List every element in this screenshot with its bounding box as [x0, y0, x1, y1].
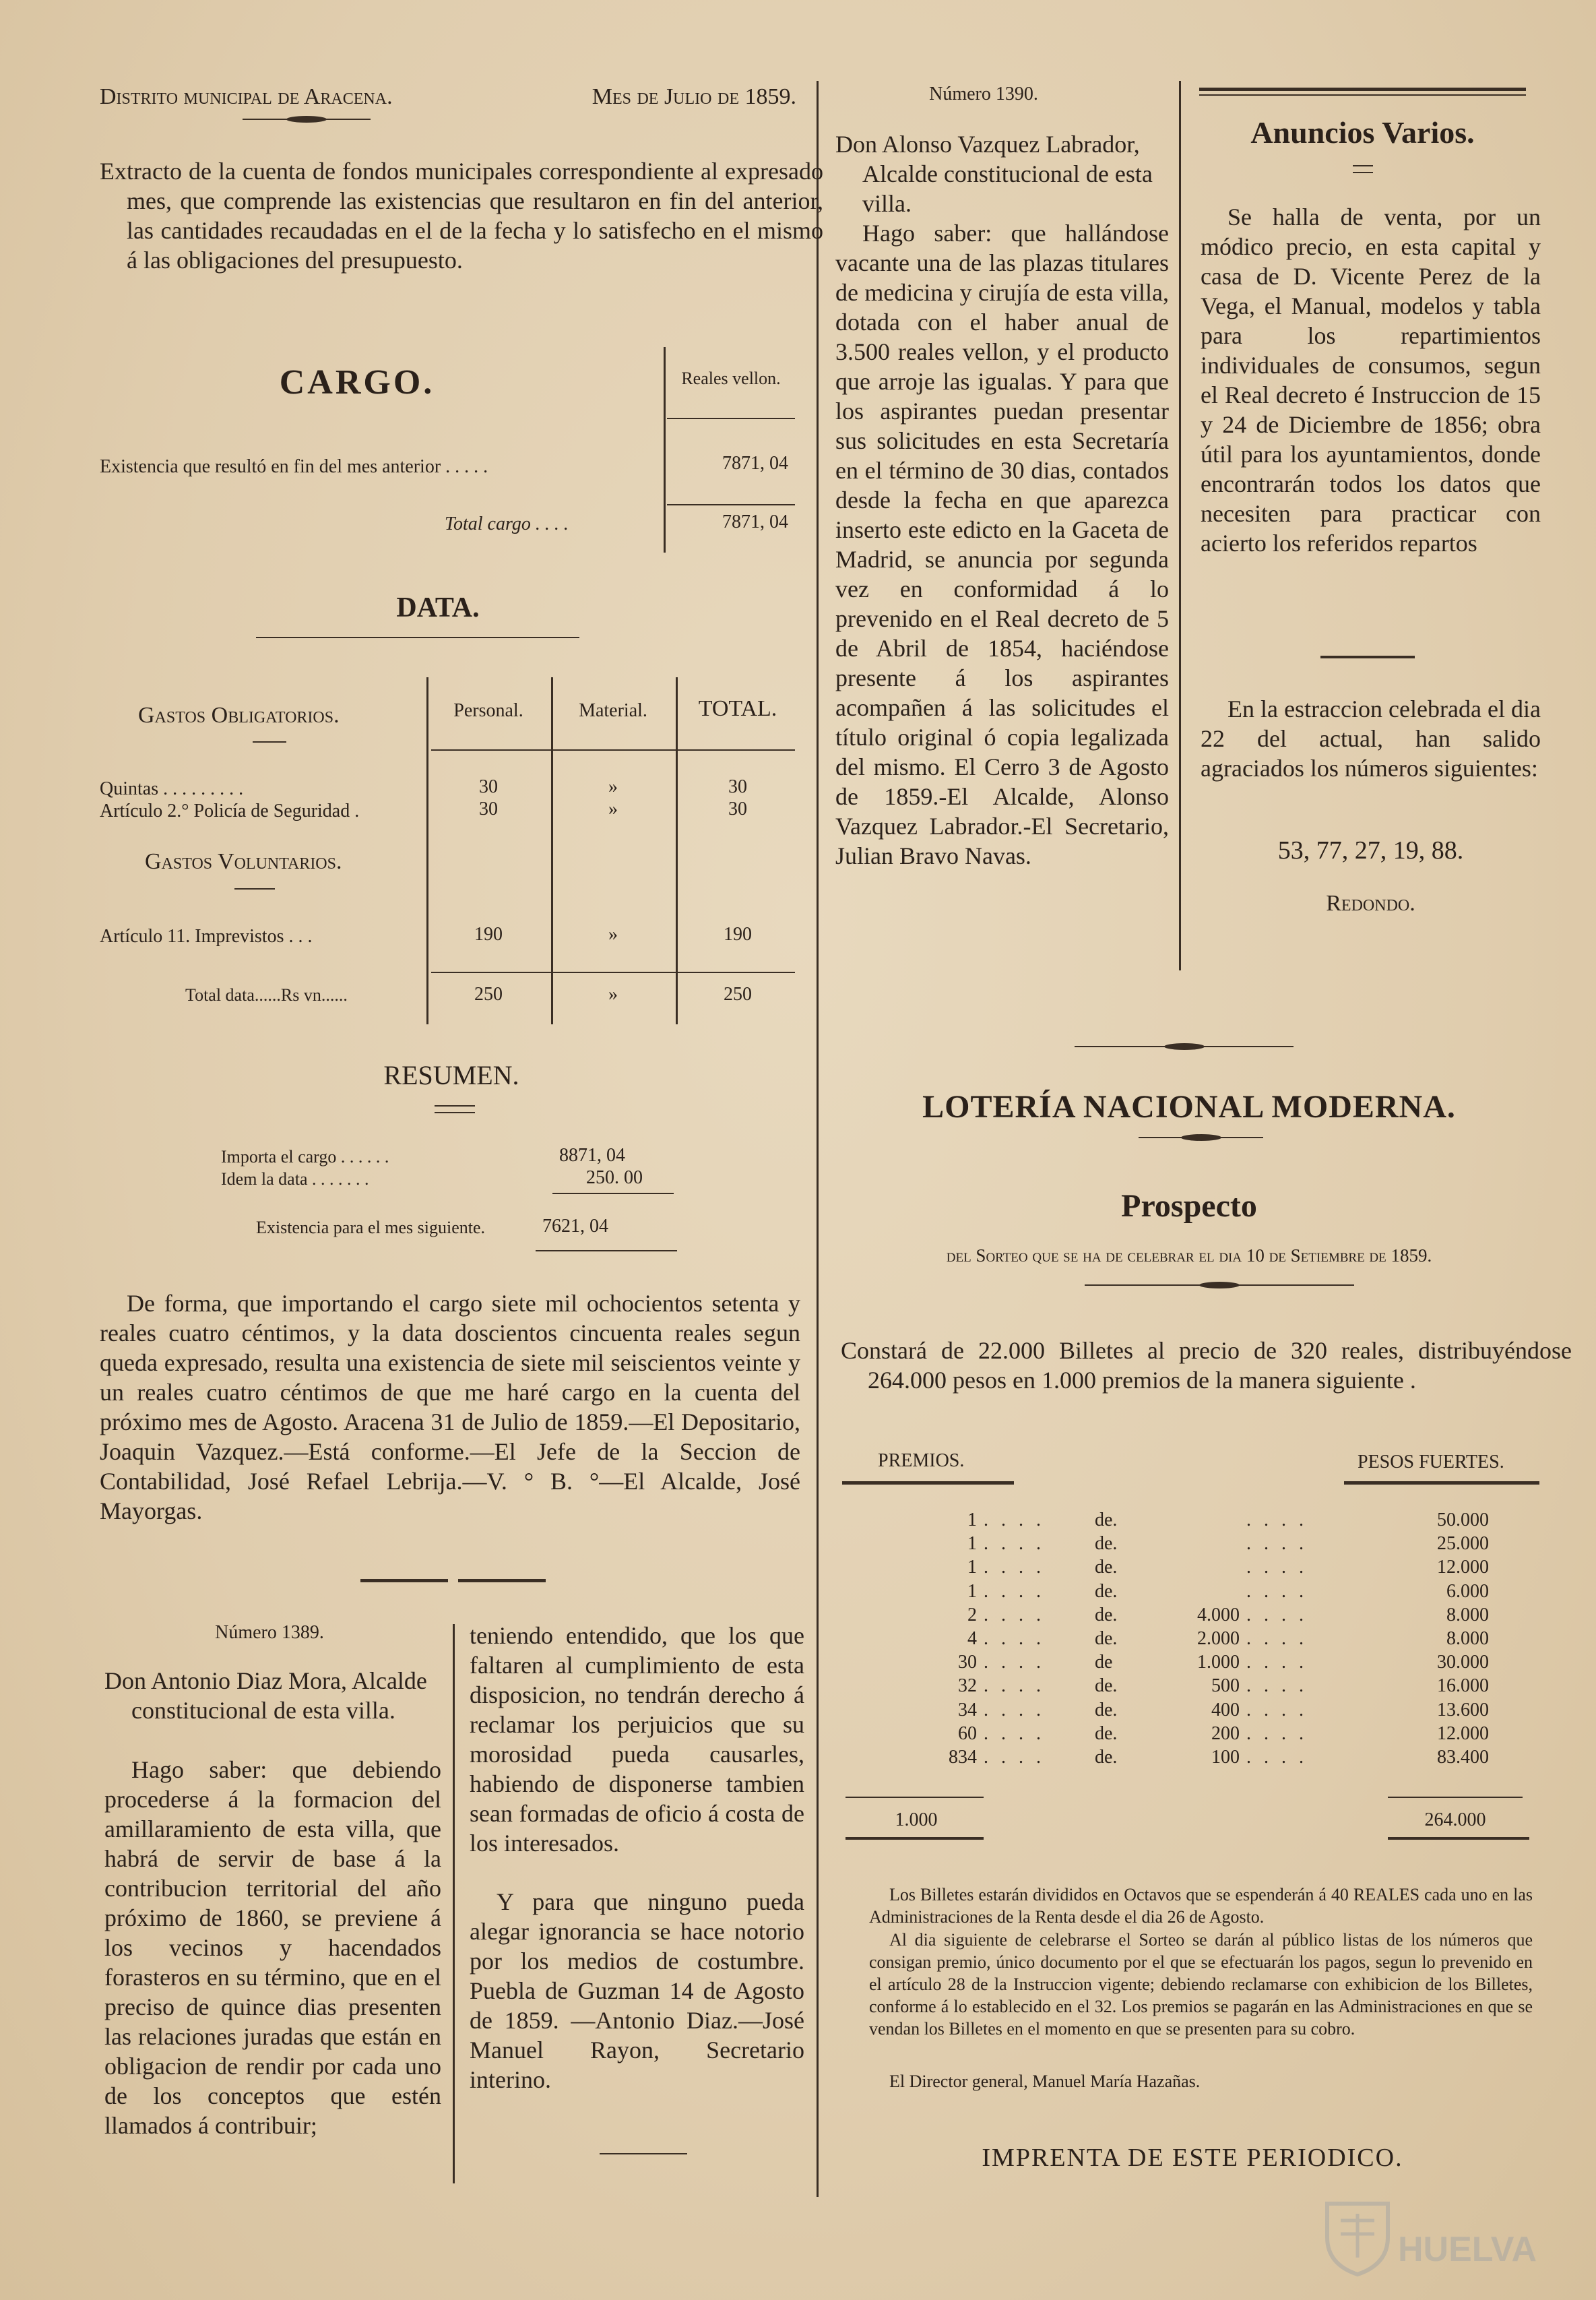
- header-ornament: [243, 116, 371, 123]
- loteria-prize-total: 13.600: [1437, 1699, 1489, 1720]
- data-row-label: Artículo 11. Imprevistos . . .: [100, 926, 313, 947]
- loteria-prize-de: de.: [1095, 1699, 1118, 1720]
- loteria-prize-total: 8.000: [1446, 1628, 1489, 1649]
- cargo-total-rule: [667, 504, 795, 505]
- loteria-prize-row: [842, 1675, 1529, 1699]
- loteria-prize-qty: 1: [967, 1510, 977, 1530]
- loteria-prize-unit: 1.000: [1197, 1652, 1240, 1673]
- loteria-prize-total: 8.000: [1446, 1604, 1489, 1625]
- loteria-total-bottom-right: [1388, 1837, 1529, 1840]
- closing-rule-2: [458, 1579, 546, 1582]
- loteria-pesos-rule: [1344, 1481, 1539, 1485]
- loteria-subtitle: Prospecto: [1121, 1188, 1257, 1224]
- data-row-material: »: [608, 924, 618, 945]
- anuncios-mid-rule: [1320, 656, 1415, 658]
- loteria-prize-de: de.: [1095, 1533, 1118, 1555]
- data-group-voluntarios-rule: [234, 888, 275, 890]
- data-total-personal: 250: [474, 984, 503, 1005]
- resumen-exist-value: 7621, 04: [542, 1216, 608, 1237]
- loteria-prize-dots-2: . . . .: [1246, 1652, 1308, 1673]
- loteria-prize-unit: 400: [1211, 1699, 1240, 1720]
- imprenta-footer: IMPRENTA DE ESTE PERIODICO.: [982, 2144, 1403, 2172]
- shield-icon: [1320, 2197, 1395, 2278]
- data-title-rule: [256, 637, 579, 638]
- loteria-col-premios: PREMIOS.: [878, 1450, 965, 1471]
- loteria-prize-row: [842, 1628, 1529, 1652]
- loteria-prize-row: [842, 1533, 1529, 1557]
- data-group-voluntarios: Gastos Voluntarios.: [145, 849, 342, 874]
- anuncios-sale-paragraph: Se halla de venta, por un módico precio, en esta capital y casa de D. Vicente Perez de la Vega, el Manual, modelos y tabla para los repartimientos individuales de consumos, segun el Real decreto é Instruccion de 15 y 24 de Diciembre de 1856; obra útil para los ayuntamientos, donde encontrarán todos los datos que necesiten para practicar con acierto los referidos repartos: [1201, 204, 1541, 557]
- loteria-prize-de: de.: [1095, 1510, 1118, 1530]
- loteria-prize-total: 25.000: [1437, 1533, 1489, 1555]
- loteria-title-ornament: [1139, 1134, 1263, 1141]
- loteria-prize-dots-2: . . . .: [1246, 1675, 1308, 1697]
- data-group-obligatorios-rule: [253, 741, 286, 743]
- loteria-prize-row: [842, 1557, 1529, 1580]
- closing-rule-1: [360, 1579, 448, 1582]
- loteria-prize-total: 12.000: [1437, 1722, 1489, 1744]
- anuncios-title: Anuncios Varios.: [1250, 115, 1475, 150]
- loteria-prize-dots-2: . . . .: [1246, 1604, 1308, 1625]
- huelva-watermark-logo: [1320, 2197, 1536, 2278]
- loteria-total-qty: 1.000: [895, 1809, 938, 1830]
- loteria-prize-qty: 34: [958, 1699, 977, 1720]
- edict-1390-heading: Don Alonso Vazquez Labrador, Alcalde constitucional de esta villa.: [835, 131, 1153, 217]
- loteria-premios-rule: [842, 1481, 1014, 1485]
- loteria-prize-dots: . . . .: [984, 1510, 1045, 1530]
- data-row-personal: 30: [479, 776, 498, 797]
- data-row-material: »: [608, 799, 618, 819]
- loteria-prize-de: de.: [1095, 1722, 1118, 1744]
- loteria-prize-dots: . . . .: [984, 1652, 1045, 1673]
- loteria-prize-de: de.: [1095, 1580, 1118, 1602]
- loteria-prize-dots: . . . .: [984, 1747, 1045, 1768]
- anuncios-top-rule-thin: [1199, 94, 1526, 96]
- month-title: Mes de Julio de 1859.: [592, 84, 796, 109]
- edict-1389-end-rule: [600, 2153, 687, 2154]
- resumen-data-value: 250. 00: [586, 1167, 643, 1188]
- loteria-prize-row: [842, 1605, 1529, 1628]
- data-row-total: 30: [728, 776, 747, 797]
- loteria-prize-row: [842, 1723, 1529, 1747]
- loteria-prize-dots-2: . . . .: [1246, 1699, 1308, 1720]
- edict-1389-body-3: Y para que ninguno pueda alegar ignorancia se hace notorio por los medios de costumbre. Puebla de Guzman 14 de Agosto de 1859. —Antonio Diaz.—José Manuel Rayon, Secretario interino.: [470, 1888, 804, 2093]
- loteria-prize-de: de.: [1095, 1557, 1118, 1578]
- data-row-total: 30: [728, 799, 747, 819]
- district-title: Distrito municipal de Aracena.: [100, 84, 393, 109]
- loteria-prize-total: 30.000: [1437, 1652, 1489, 1673]
- resumen-bottom-rule: [536, 1250, 677, 1251]
- resumen-cargo-value: 8871, 04: [559, 1145, 625, 1166]
- loteria-prize-de: de.: [1095, 1628, 1118, 1649]
- cargo-header-rule: [667, 418, 795, 419]
- anuncios-title-rule: [1353, 165, 1373, 173]
- loteria-prize-qty: 32: [958, 1675, 977, 1697]
- loteria-prize-qty: 2: [967, 1604, 977, 1625]
- cargo-total-value: 7871, 04: [722, 511, 788, 532]
- edict-1389-body-1: Hago saber: que debiendo procederse á la formacion del amillaramiento de esta villa, que habrá de servir de base á la contribucion territorial del año próximo de 1860, se previene á los vecinos y hacendados forasteros en su término, que en el preciso de quince dias presenten las relaciones juradas que están en obligacion de rendir por cada uno de los conceptos que estén llamados á contribuir;: [104, 1756, 441, 2139]
- data-col-total: TOTAL.: [698, 696, 777, 721]
- loteria-sorteo: del Sorteo que se ha de celebrar el dia 10 de Setiembre de 1859.: [946, 1245, 1432, 1266]
- data-col-material: Material.: [579, 700, 647, 721]
- loteria-prize-dots-2: . . . .: [1246, 1722, 1308, 1744]
- cargo-row-value: 7871, 04: [722, 453, 788, 474]
- loteria-prize-qty: 30: [958, 1652, 977, 1673]
- cargo-total-label: Total cargo . . . .: [445, 514, 569, 534]
- edict-number-1389: Número 1389.: [215, 1622, 324, 1643]
- data-row-total: 190: [724, 924, 752, 945]
- loteria-prize-de: de.: [1095, 1675, 1118, 1697]
- loteria-prize-qty: 1: [967, 1533, 977, 1555]
- loteria-prize-total: 12.000: [1437, 1557, 1489, 1578]
- loteria-prize-row: [842, 1652, 1529, 1675]
- loteria-prize-dots: . . . .: [984, 1699, 1045, 1720]
- extract-paragraph: Extracto de la cuenta de fondos municipales correspondiente al expresado mes, que comprende las existencias que resultaron en fin del anterior, las cantidades recaudadas en el de la fecha y lo satisfecho en el mismo á las obligaciones del presupuesto.: [100, 158, 823, 274]
- loteria-prize-row: [842, 1581, 1529, 1605]
- loteria-prize-dots-2: . . . .: [1246, 1628, 1308, 1649]
- loteria-prize-dots: . . . .: [984, 1557, 1045, 1578]
- loteria-total-bottom-left: [845, 1837, 984, 1840]
- loteria-intro: Constará de 22.000 Billetes al precio de 320 reales, distribuyéndose 264.000 pesos en 1.000 premios de la manera siguiente .: [841, 1337, 1572, 1394]
- anuncios-signature: Redondo.: [1326, 891, 1415, 916]
- cargo-col-header: Reales vellon.: [681, 369, 781, 388]
- column-divider-main: [817, 81, 819, 2197]
- loteria-prize-total: 16.000: [1437, 1675, 1489, 1697]
- data-total-label: Total data......Rs vn......: [185, 985, 348, 1005]
- loteria-prize-dots-2: . . . .: [1246, 1510, 1308, 1530]
- resumen-data-label: Idem la data . . . . . . .: [221, 1169, 369, 1189]
- loteria-prize-row: [842, 1510, 1529, 1533]
- loteria-col-pesos: PESOS FUERTES.: [1358, 1452, 1504, 1472]
- loteria-prize-unit: 4.000: [1197, 1604, 1240, 1625]
- cargo-col-divider: [664, 347, 666, 553]
- data-col-personal: Personal.: [453, 700, 523, 721]
- loteria-sorteo-ornament: [1085, 1282, 1354, 1288]
- anuncios-top-rule: [1199, 88, 1526, 91]
- resumen-rule: [435, 1105, 475, 1113]
- loteria-total-pesos: 264.000: [1424, 1809, 1486, 1830]
- cargo-title: CARGO.: [279, 363, 435, 402]
- edict-1390-body: Hago saber: que hallándose vacante una de las plazas titulares de medicina y cirujía de esta villa, dotada con el haber anual de 3.500 reales vellon, y el producto que arroje las igualas. Y para que los aspirantes puedan presentar sus solicitudes en esta Secretaría en el término de 30 dias, contados desde la fecha en que aparezca inserto este edicto en la Gaceta de Madrid, se anuncia por segunda vez en conformidad á lo prevenido en el Real decreto de 5 de Abril de 1854, haciéndose presente á los aspirantes acompañen á las solicitudes el título original ó copia legalizada del mismo. El Cerro 3 de Agosto de 1859.-El Alcalde, Alonso Vazquez Labrador.-El Secretario, Julian Bravo Navas.: [835, 220, 1169, 869]
- data-row-label: Quintas . . . . . . . . .: [100, 778, 244, 799]
- loteria-prize-de: de.: [1095, 1747, 1118, 1768]
- loteria-prize-total: 50.000: [1437, 1510, 1489, 1530]
- anuncios-winning-numbers: 53, 77, 27, 19, 88.: [1277, 836, 1464, 865]
- loteria-prize-row: [842, 1747, 1529, 1770]
- data-col-divider-1: [426, 677, 428, 1024]
- closing-paragraph: De forma, que importando el cargo siete mil ochocientos setenta y reales cuatro céntimos, y la data doscientos cincuenta reales segun queda expresado, resulta una existencia de siete mil seiscientos veinte y un reales cuatro céntimos de que me haré cargo en la cuenta del próximo mes de Agosto. Aracena 31 de Julio de 1859.—El Depositario, Joaquin Vazquez.—Está conforme.—El Jefe de la Seccion de Contabilidad, José Refael Lebrija.—V. ° B. °—El Alcalde, José Mayorgas.: [100, 1290, 800, 1524]
- data-row-personal: 190: [474, 924, 503, 945]
- loteria-prize-total: 6.000: [1446, 1580, 1489, 1602]
- huelva-logo-text: HUELVA: [1398, 2230, 1537, 2269]
- loteria-prize-qty: 1: [967, 1557, 977, 1578]
- edict-1389-heading: Don Antonio Diaz Mora, Alcalde constitucional de esta villa.: [104, 1667, 427, 1724]
- loteria-prize-unit: 200: [1211, 1722, 1240, 1744]
- data-total-total: 250: [724, 984, 752, 1005]
- loteria-prize-qty: 834: [949, 1747, 977, 1768]
- loteria-title: LOTERÍA NACIONAL MODERNA.: [922, 1089, 1456, 1125]
- resumen-cargo-label: Importa el cargo . . . . . .: [221, 1147, 389, 1167]
- anuncios-lottery-paragraph: En la estraccion celebrada el dia 22 del actual, han salido agraciados los números siguientes:: [1201, 695, 1541, 782]
- loteria-prize-dots-2: . . . .: [1246, 1557, 1308, 1578]
- loteria-top-ornament: [1075, 1043, 1294, 1050]
- loteria-prize-dots: . . . .: [984, 1580, 1045, 1602]
- loteria-prize-de: de.: [1095, 1604, 1118, 1625]
- data-group-obligatorios: Gastos Obligatorios.: [138, 703, 340, 728]
- data-row-personal: 30: [479, 799, 498, 819]
- loteria-prize-qty: 4: [967, 1628, 977, 1649]
- loteria-prize-dots-2: . . . .: [1246, 1580, 1308, 1602]
- data-total-material: »: [608, 984, 618, 1005]
- data-total-rule: [431, 972, 795, 973]
- loteria-prize-dots: . . . .: [984, 1675, 1045, 1697]
- data-title: DATA.: [396, 592, 480, 623]
- data-header-rule: [431, 749, 795, 751]
- loteria-prize-unit: 2.000: [1197, 1628, 1240, 1649]
- loteria-director: El Director general, Manuel María Hazañas.: [889, 2072, 1201, 2091]
- loteria-note-octavos: Los Billetes estarán divididos en Octavos que se espenderán á 40 REALES cada uno en las Administraciones de la Renta desde el dia 26 de Agosto.: [869, 1885, 1533, 1927]
- loteria-prize-row: [842, 1700, 1529, 1723]
- cargo-row-label: Existencia que resultó en fin del mes anterior . . . . .: [100, 456, 488, 477]
- loteria-prize-unit: 100: [1211, 1747, 1240, 1768]
- loteria-prize-dots-2: . . . .: [1246, 1533, 1308, 1555]
- resumen-sum-rule: [552, 1193, 674, 1194]
- edict-number-1390: Número 1390.: [929, 84, 1038, 104]
- resumen-exist-label: Existencia para el mes siguiente.: [256, 1218, 486, 1237]
- loteria-prize-de: de: [1095, 1652, 1113, 1673]
- loteria-prize-dots: . . . .: [984, 1722, 1045, 1744]
- loteria-total-rule-left: [845, 1797, 984, 1798]
- data-row-material: »: [608, 776, 618, 797]
- loteria-prize-total: 83.400: [1437, 1747, 1489, 1768]
- loteria-prize-qty: 60: [958, 1722, 977, 1744]
- loteria-prize-dots: . . . .: [984, 1533, 1045, 1555]
- loteria-prize-dots: . . . .: [984, 1604, 1045, 1625]
- loteria-prize-dots: . . . .: [984, 1628, 1045, 1649]
- loteria-prize-qty: 1: [967, 1580, 977, 1602]
- resumen-title: RESUMEN.: [383, 1060, 519, 1090]
- loteria-total-rule-right: [1388, 1797, 1523, 1798]
- loteria-prize-dots-2: . . . .: [1246, 1747, 1308, 1768]
- data-row-label: Artículo 2.° Policía de Seguridad .: [100, 801, 360, 821]
- loteria-prize-unit: 500: [1211, 1675, 1240, 1697]
- edict-1389-body-2: teniendo entendido, que los que faltaren al cumplimiento de esta disposicion, no tendrán derecho á reclamar los perjuicios que su morosidad pueda causarles, habiendo de disponerse tambien sean formadas de oficio á costa de los interesados.: [470, 1622, 804, 1857]
- loteria-note-listas: Al dia siguiente de celebrarse el Sorteo se darán al público listas de los números que consigan premio, único documento por el que se efectuarán los pagos, segun lo prevenido en el artículo 28 de la Instruccion vigente; debiendo reclamarse con exhibicion de los Billetes, conforme á lo establecido en el 32. Los premios se pagarán en las Administraciones en que se vendan los Billetes en el momento en que se presenten para su cobro.: [869, 1930, 1533, 2039]
